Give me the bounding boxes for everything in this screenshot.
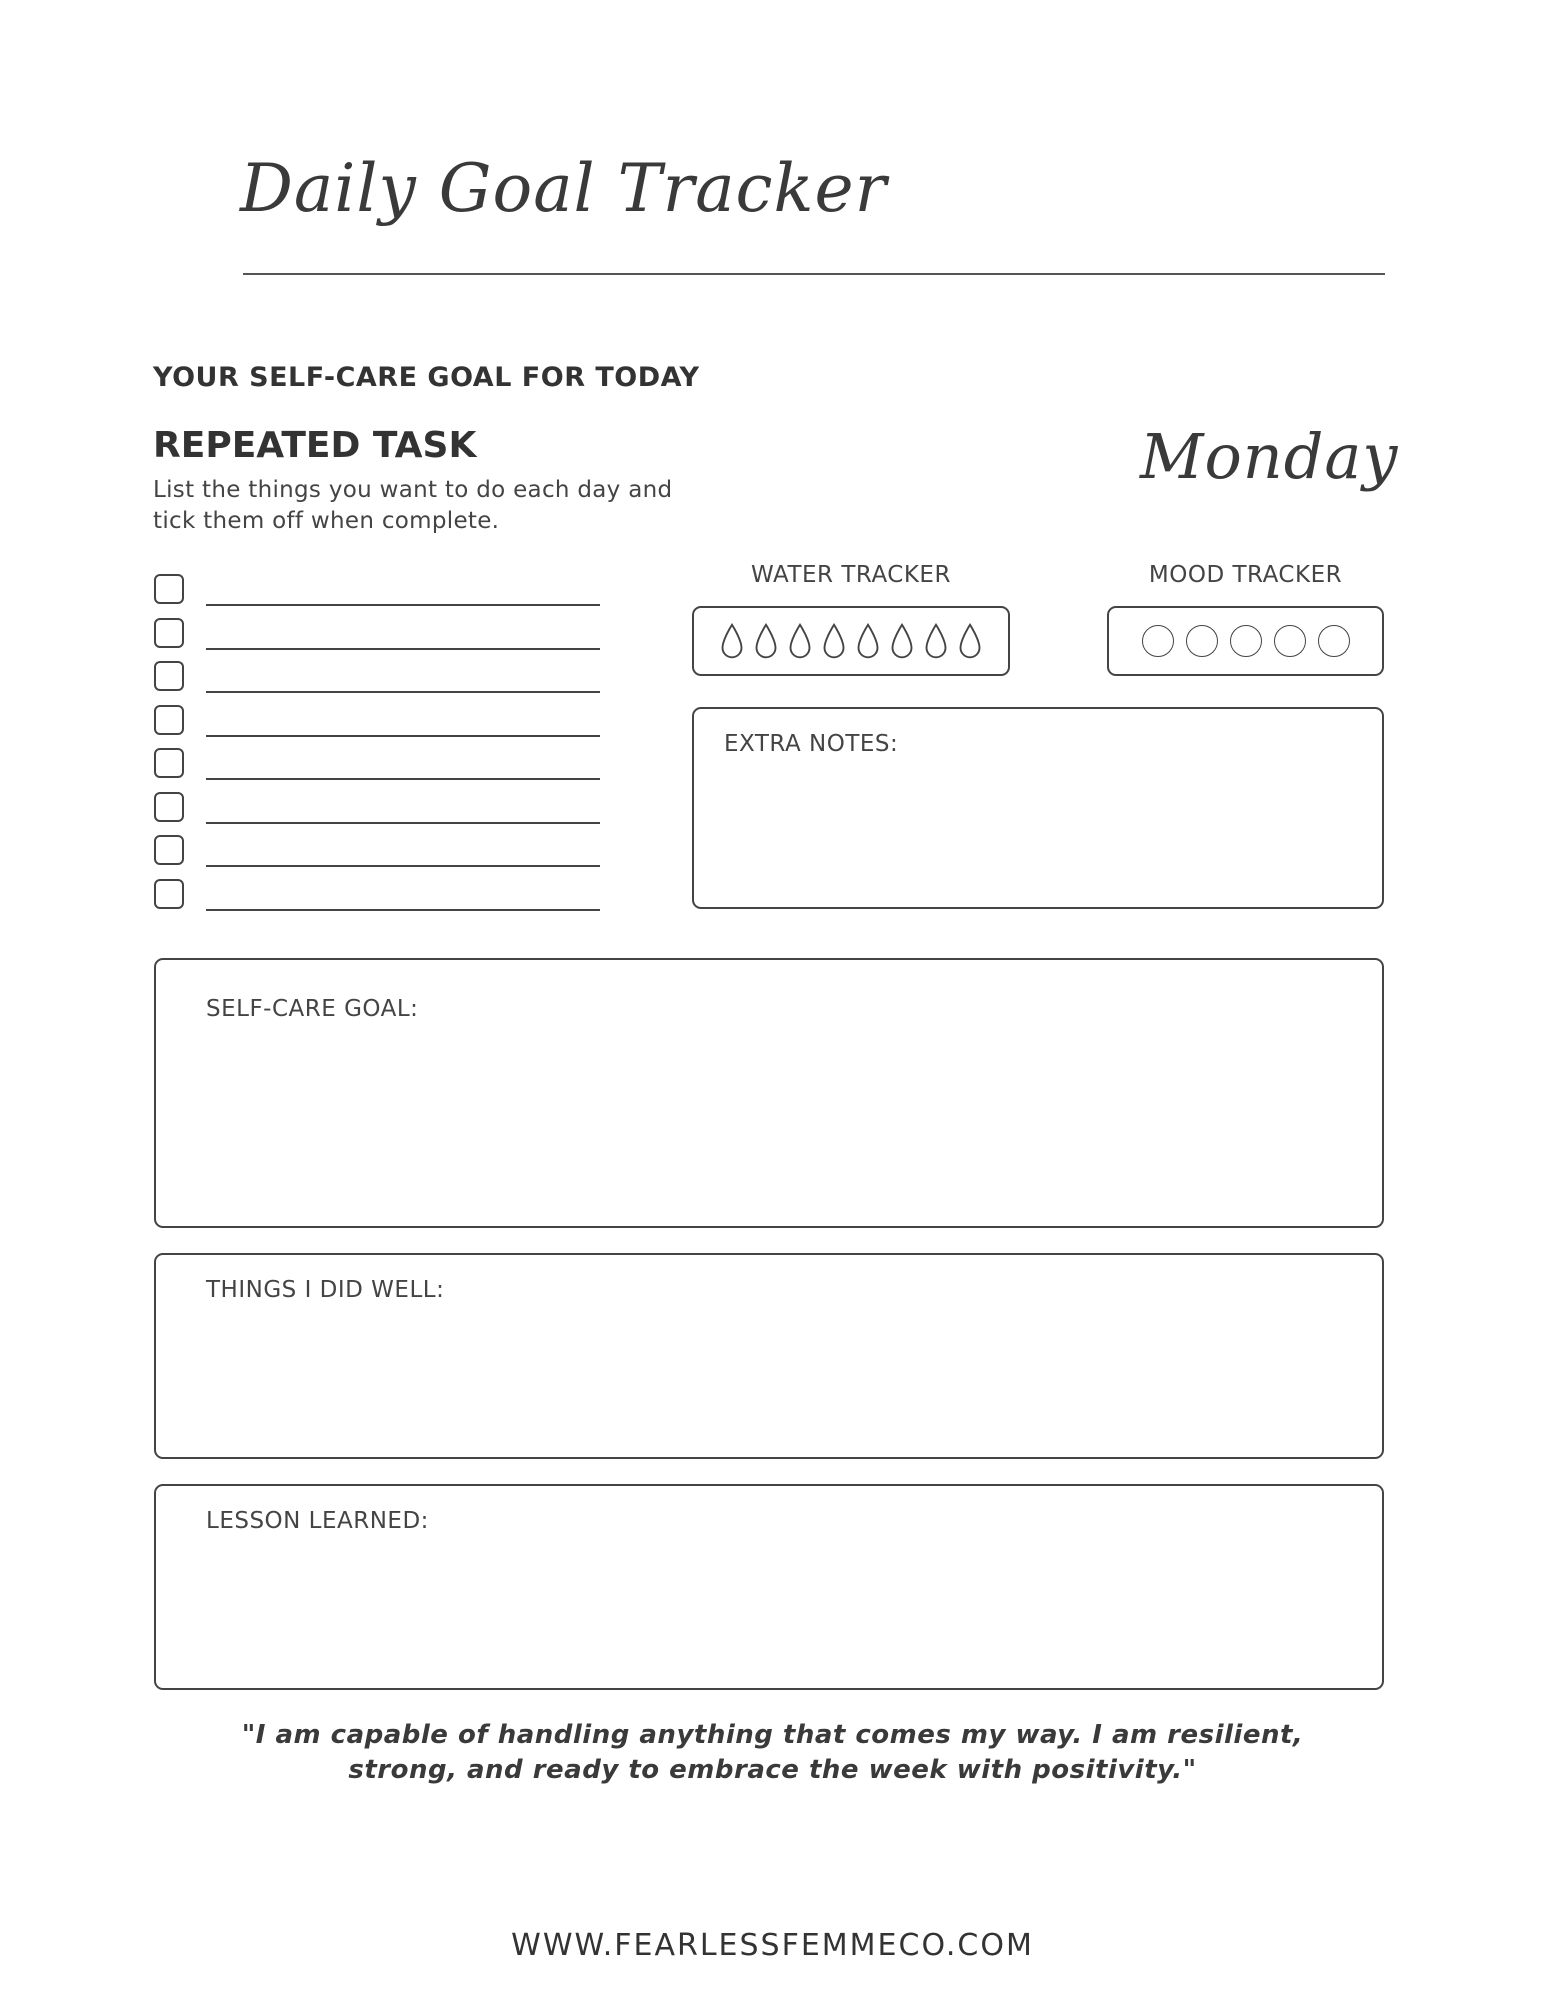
water-drop-icon[interactable]	[786, 622, 814, 660]
task-line[interactable]	[206, 604, 600, 606]
task-checkbox[interactable]	[154, 748, 184, 778]
task-checkbox[interactable]	[154, 661, 184, 691]
circle-icon[interactable]	[1142, 625, 1174, 657]
mood-tracker-label: MOOD TRACKER	[1148, 562, 1343, 588]
task-checkbox[interactable]	[154, 792, 184, 822]
task-checkbox[interactable]	[154, 574, 184, 604]
selfcare-goal-box[interactable]	[154, 958, 1384, 1228]
selfcare-heading: YOUR SELF-CARE GOAL FOR TODAY	[153, 362, 700, 393]
website-footer[interactable]: WWW.FEARLESSFEMMECO.COM	[511, 1928, 1034, 1963]
task-line[interactable]	[206, 822, 600, 824]
task-checkbox[interactable]	[154, 705, 184, 735]
task-line[interactable]	[206, 648, 600, 650]
task-line[interactable]	[206, 691, 600, 693]
selfcare-goal-label: SELF-CARE GOAL:	[206, 996, 419, 1022]
page-title: Daily Goal Tracker	[240, 150, 888, 227]
title-divider	[243, 273, 1385, 275]
extra-notes-label: EXTRA NOTES:	[724, 731, 899, 757]
things-did-well-label: THINGS I DID WELL:	[206, 1277, 445, 1303]
task-checkbox[interactable]	[154, 618, 184, 648]
things-did-well-box[interactable]	[154, 1253, 1384, 1459]
lesson-learned-label: LESSON LEARNED:	[206, 1508, 429, 1534]
water-drop-icon[interactable]	[956, 622, 984, 660]
circle-icon[interactable]	[1274, 625, 1306, 657]
water-drop-icon[interactable]	[752, 622, 780, 660]
repeated-task-heading: REPEATED TASK	[153, 425, 477, 466]
circle-icon[interactable]	[1318, 625, 1350, 657]
circle-icon[interactable]	[1230, 625, 1262, 657]
task-checkbox[interactable]	[154, 835, 184, 865]
task-checkbox[interactable]	[154, 879, 184, 909]
repeated-task-description: List the things you want to do each day and tick them off when complete.	[153, 477, 673, 534]
day-label: Monday	[1140, 420, 1399, 493]
task-line[interactable]	[206, 778, 600, 780]
lesson-learned-box[interactable]	[154, 1484, 1384, 1690]
task-line[interactable]	[206, 865, 600, 867]
water-drop-icon[interactable]	[854, 622, 882, 660]
water-drop-icon[interactable]	[922, 622, 950, 660]
extra-notes-box[interactable]	[692, 707, 1384, 909]
task-line[interactable]	[206, 735, 600, 737]
water-drop-icon[interactable]	[888, 622, 916, 660]
water-tracker-label: WATER TRACKER	[751, 562, 951, 588]
mood-tracker	[1107, 606, 1384, 676]
water-drop-icon[interactable]	[820, 622, 848, 660]
water-tracker	[692, 606, 1010, 676]
affirmation-quote: "I am capable of handling anything that comes my way. I am resilient, strong, and ready to embrace the week with positivity."	[241, 1720, 1304, 1785]
circle-icon[interactable]	[1186, 625, 1218, 657]
task-line[interactable]	[206, 909, 600, 911]
water-drop-icon[interactable]	[718, 622, 746, 660]
